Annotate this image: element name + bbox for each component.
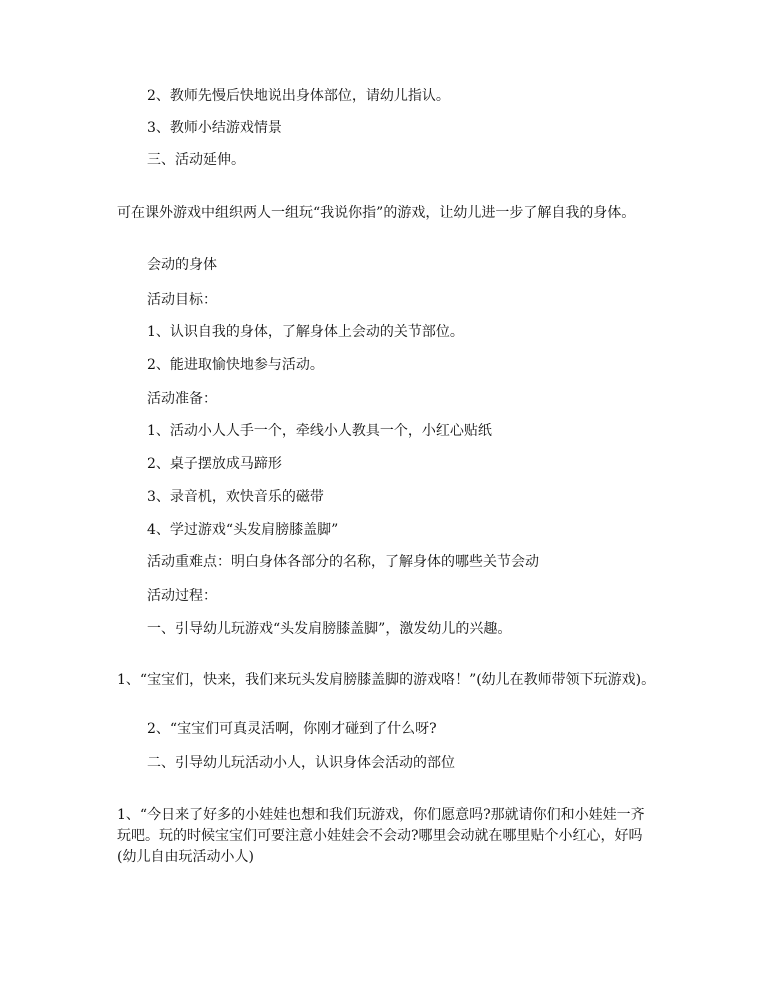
- heading-activity-process: 活动过程：: [147, 588, 217, 604]
- heading-activity-preparation: 活动准备：: [147, 391, 217, 407]
- lesson-title: 会动的身体: [147, 257, 217, 273]
- process-step-2-item-1: 1、“今日来了好多的小娃娃也想和我们玩游戏，你们愿意吗?那就请你们和小娃娃一齐玩吧。玩的时候宝宝们可要注意小娃娃会不会动?哪里会动就在哪里贴个小红心，好吗(幼儿自由玩活动小人): [117, 807, 645, 865]
- heading-activity-goals: 活动目标：: [147, 292, 217, 308]
- goal-item-2: 2、能进取愉快地参与活动。: [147, 357, 324, 373]
- key-difficulty-points: 活动重难点：明白身体各部分的名称，了解身体的哪些关节会动: [147, 554, 539, 570]
- section-heading-activity-extension: 三、活动延伸。: [147, 152, 245, 168]
- preparation-item-3: 3、录音机，欢快音乐的磁带: [147, 489, 324, 505]
- goal-item-1: 1、认识自我的身体，了解身体上会动的关节部位。: [147, 324, 464, 340]
- preparation-item-2: 2、桌子摆放成马蹄形: [147, 456, 282, 472]
- preparation-item-4: 4、学过游戏“头发肩膀膝盖脚”: [147, 522, 339, 538]
- paragraph-extension-game: 可在课外游戏中组织两人一组玩“我说你指”的游戏，让幼儿进一步了解自我的身体。: [117, 205, 636, 221]
- preparation-item-1: 1、活动小人人手一个，牵线小人教具一个，小红心贴纸: [147, 423, 492, 439]
- process-step-1-heading: 一、引导幼儿玩游戏“头发肩膀膝盖脚”，激发幼儿的兴趣。: [147, 621, 512, 637]
- process-step-2-heading: 二、引导幼儿玩活动小人，认识身体会活动的部位: [147, 755, 455, 771]
- process-step-1-item-1: 1、“宝宝们，快来，我们来玩头发肩膀膝盖脚的游戏咯！”(幼儿在教师带领下玩游戏)。: [117, 672, 656, 688]
- paragraph-teacher-summary: 3、教师小结游戏情景: [147, 120, 282, 136]
- process-step-1-item-2: 2、“宝宝们可真灵活啊，你刚才碰到了什么呀?: [147, 721, 437, 737]
- paragraph-teacher-calls-body-parts: 2、教师先慢后快地说出身体部位，请幼儿指认。: [147, 88, 450, 104]
